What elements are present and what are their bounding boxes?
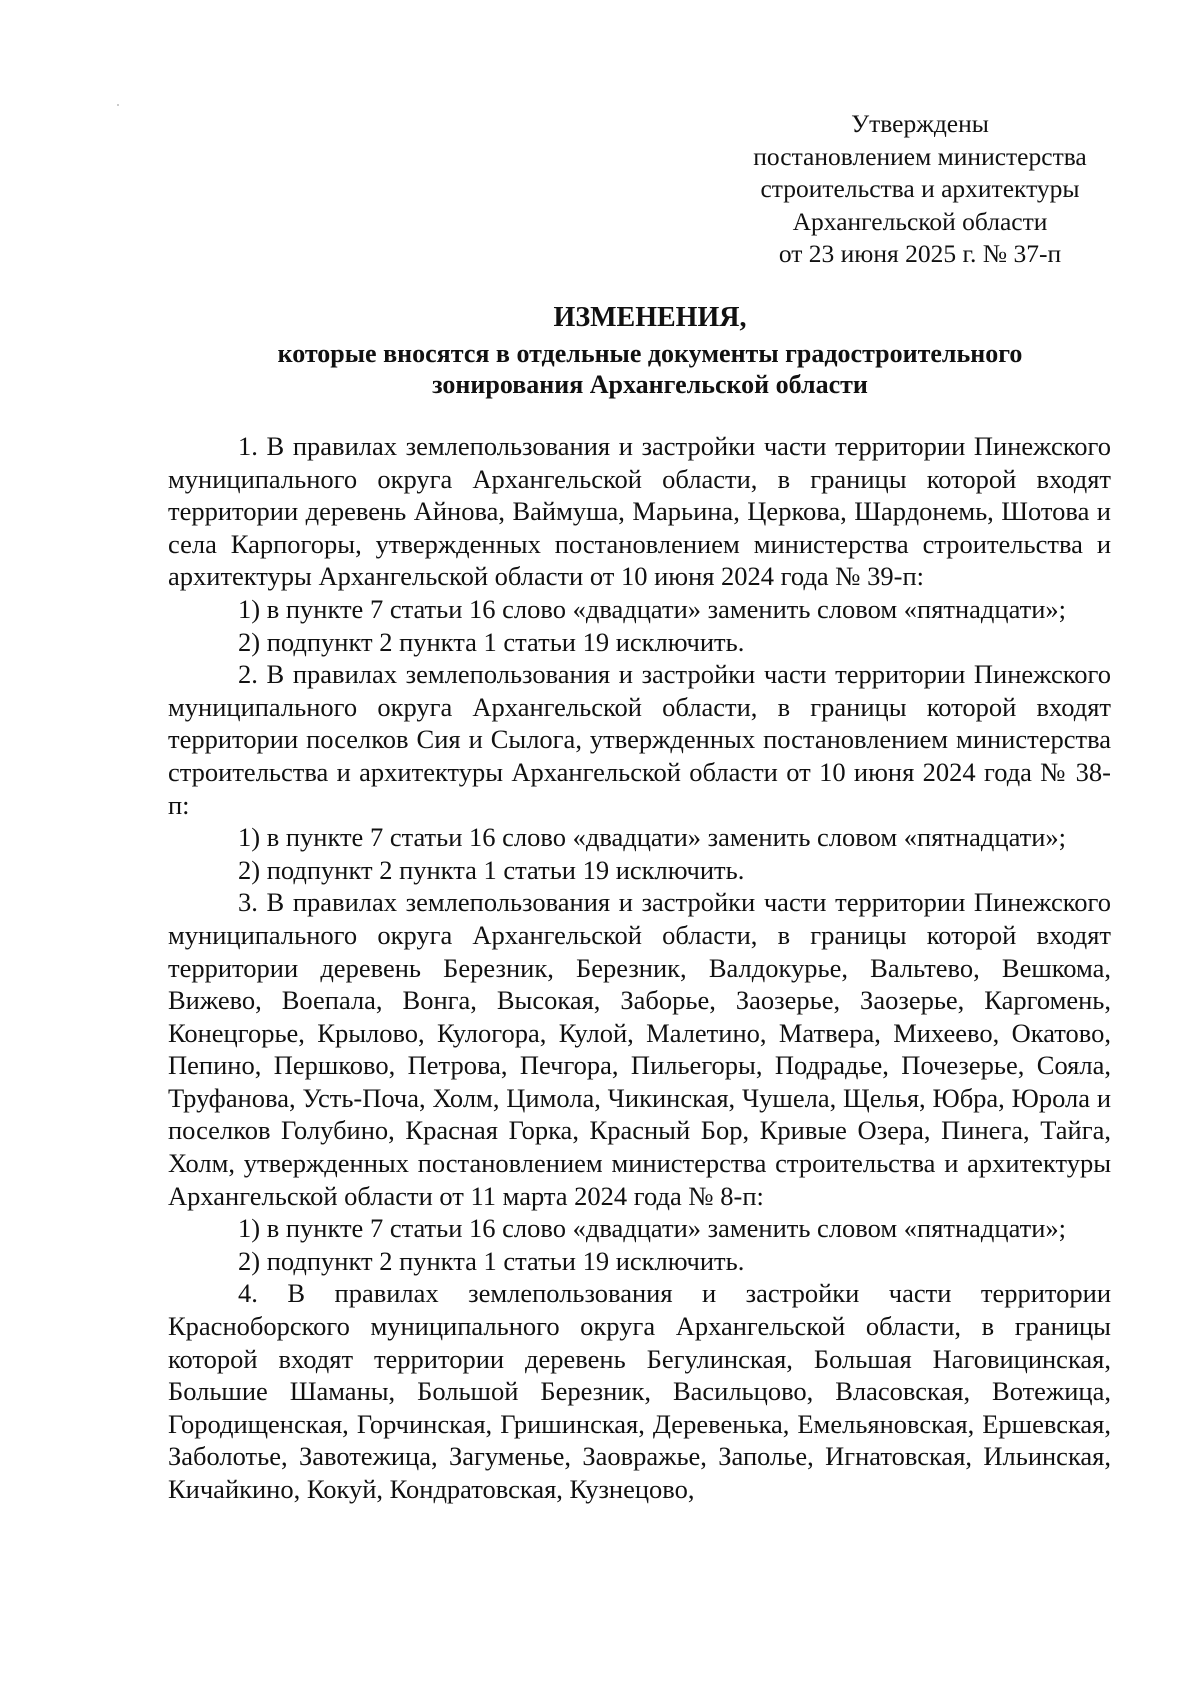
subtitle-line-1: которые вносятся в отдельные документы градостроительного: [277, 339, 1023, 368]
section-1-item-2: 2) подпункт 2 пункта 1 статьи 19 исключить.: [238, 626, 745, 657]
approval-block: [730, 108, 1110, 271]
approval-line-2: постановлением министерства: [753, 141, 1087, 171]
section-2-intro: 2. В правилах землепользования и застройки части территории Пинежского муниципального округа Архангельской области, в границы которой входят территории поселков Сия и Сылога, утвержденных постановлением министерства строительства и архитектуры Архангельской области от 10 июня 2024 года № 38-п:: [168, 659, 1111, 820]
document-subtitle: [150, 338, 1150, 400]
section-3-item-1: 1) в пункте 7 статьи 16 слово «двадцати» заменить словом «пятнадцати»;: [238, 1213, 1067, 1244]
scan-speck: [117, 104, 119, 106]
section-2-item-2: 2) подпункт 2 пункта 1 статьи 19 исключить.: [238, 854, 745, 885]
section-2-item-1: 1) в пункте 7 статьи 16 слово «двадцати» заменить словом «пятнадцати»;: [238, 822, 1067, 853]
section-1-item-1: 1) в пункте 7 статьи 16 слово «двадцати» заменить словом «пятнадцати»;: [238, 593, 1067, 624]
document-title: ИЗМЕНЕНИЯ,: [553, 302, 747, 333]
approval-line-5: от 23 июня 2025 г. № 37-п: [778, 239, 1062, 268]
section-3-item-2: 2) подпункт 2 пункта 1 статьи 19 исключить.: [238, 1245, 745, 1276]
subtitle-line-2: зонирования Архангельской области: [432, 370, 868, 399]
approval-line-3: строительства и архитектуры: [760, 174, 1080, 203]
document-body: [168, 430, 1111, 1506]
approval-line-4: Архангельской области: [792, 206, 1048, 236]
section-3-intro: 3. В правилах землепользования и застройки части территории Пинежского муниципального округа Архангельской области, в границы которой входят территории деревень Березник, Березник, Валдокурье, Вальтево, Вешкома, Вижево, Воепала, Вонга, Высокая, Заборье, Заозерье, Заозерье, Каргомень, Конецгорье, Крылово, Кулогора, Кулой, Малетино, Матвера, Михеево, Окатово, Пепино, Першково, Петрова, Печгора, Пильегоры, Подрадье, Почезерье, Сояла, Труфанова, Усть-Поча, Холм, Цимола, Чикинская, Чушела, Щелья, Юбра, Юрола и поселков Голубино, Красная Горка, Красный Бор, Кривые Озера, Пинега, Тайга, Холм, утвержденных постановлением министерства строительства и архитектуры Архангельской области от 11 марта 2024 года № 8-п:: [168, 887, 1111, 1211]
approval-line-1: Утверждены: [851, 109, 989, 138]
section-4-intro: 4. В правилах землепользования и застройки части территории Красноборского муниципального округа Архангельской области, в границы которой входят территории деревень Бегулинская, Большая Наговицинская, Большие Шаманы, Большой Березник, Васильцово, Власовская, Вотежица, Городищенская, Горчинская, Гришинская, Деревенька, Емельяновская, Ершевская, Заболотье, Завотежица, Загуменье, Заовражье, Заполье, Игнатовская, Ильинская, Кичайкино, Кокуй, Кондратовская, Кузнецово,: [168, 1278, 1111, 1504]
section-1-intro: 1. В правилах землепользования и застройки части территории Пинежского муниципального округа Архангельской области, в границы которой входят территории деревень Айнова, Ваймуша, Марьина, Церкова, Шардонемь, Шотова и села Карпогоры, утвержденных постановлением министерства строительства и архитектуры Архангельской области от 10 июня 2024 года № 39-п:: [168, 431, 1111, 592]
